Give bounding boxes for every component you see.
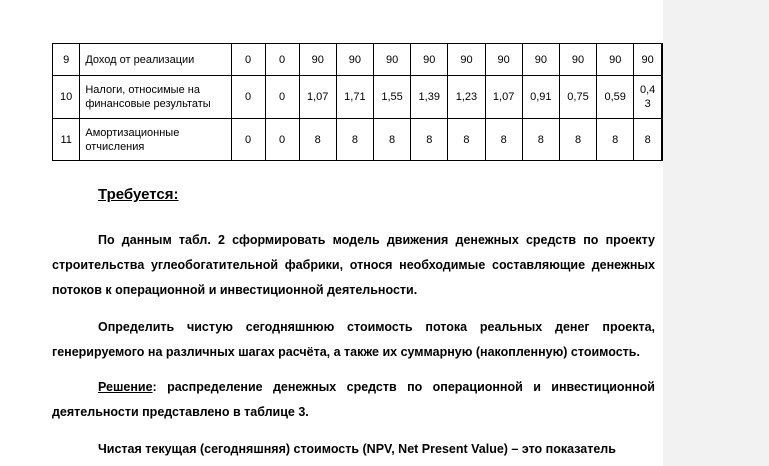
table-cell: 0: [265, 76, 299, 119]
table-cell: 1,55: [373, 76, 410, 119]
table-cell: 0,75: [559, 76, 596, 119]
solution-text: : распределение денежных средств по операционной и инвестиционной деятельности представлено в таблице 3.: [52, 380, 655, 419]
row-label: Амортизационные отчисления: [80, 119, 231, 161]
table-cell: 0: [265, 119, 299, 161]
table-cell: 8: [411, 119, 448, 161]
table-cell: 90: [559, 44, 596, 76]
table-cell: 1,23: [448, 76, 485, 119]
table-cell: 0: [231, 119, 265, 161]
table-cell: 90: [373, 44, 410, 76]
paragraph-solution: [52, 375, 655, 425]
table-cell: 8: [634, 119, 662, 161]
table-row: [53, 76, 663, 119]
table-cell: 8: [597, 119, 634, 161]
row-number: 10: [53, 76, 80, 119]
table-body: [53, 44, 663, 161]
table-cell: 0,91: [522, 76, 559, 119]
table-cell: 1,07: [485, 76, 522, 119]
table-cell: 8: [448, 119, 485, 161]
paragraph-npv: Чистая текущая (сегодняшняя) стоимость (NPV, Net Present Value) – это показатель: [98, 442, 616, 456]
table-cell: 0: [265, 44, 299, 76]
table-cell: 0,4 3: [634, 76, 662, 119]
table-cell: 0,59: [597, 76, 634, 119]
table-row: [53, 44, 663, 76]
table-cell: 1,71: [336, 76, 373, 119]
table-cell: 8: [299, 119, 336, 161]
row-label: Доход от реализации: [80, 44, 231, 76]
cash-flow-table: [52, 43, 663, 161]
table-cell: 90: [411, 44, 448, 76]
table-cell: 8: [373, 119, 410, 161]
paragraph-determine: Определить чистую сегодняшнюю стоимость потока реальных денег проекта, генерируемого на различных шагах расчёта, а также их суммарную (накопленную) стоимость.: [52, 320, 655, 359]
table-cell: 1,39: [411, 76, 448, 119]
table-cell: 8: [559, 119, 596, 161]
table-cell: 90: [336, 44, 373, 76]
table-cell: 1,07: [299, 76, 336, 119]
table-cell: 90: [485, 44, 522, 76]
solution-label: Решение: [98, 380, 153, 394]
table-cell: 8: [336, 119, 373, 161]
paragraph-task: По данным табл. 2 сформировать модель движения денежных средств по проекту строительства углеобогатительной фабрики, относя необходимые составляющие денежных потоков к операционной и инвестиционной деятельности.: [52, 233, 655, 297]
table-cell: 0: [231, 76, 265, 119]
section-heading: Требуется:: [98, 186, 179, 203]
table-cell: 8: [522, 119, 559, 161]
viewer-gutter: [663, 0, 769, 466]
table-cell: 90: [597, 44, 634, 76]
table-row: [53, 119, 663, 161]
table-cell: 8: [485, 119, 522, 161]
row-number: 9: [53, 44, 80, 76]
table-cell: 90: [522, 44, 559, 76]
table-cell: 90: [448, 44, 485, 76]
row-label: Налоги, относимые на финансовые результаты: [80, 76, 231, 119]
table-cell: 90: [634, 44, 662, 76]
table-cell: 90: [299, 44, 336, 76]
table-cell: 0: [231, 44, 265, 76]
row-number: 11: [53, 119, 80, 161]
